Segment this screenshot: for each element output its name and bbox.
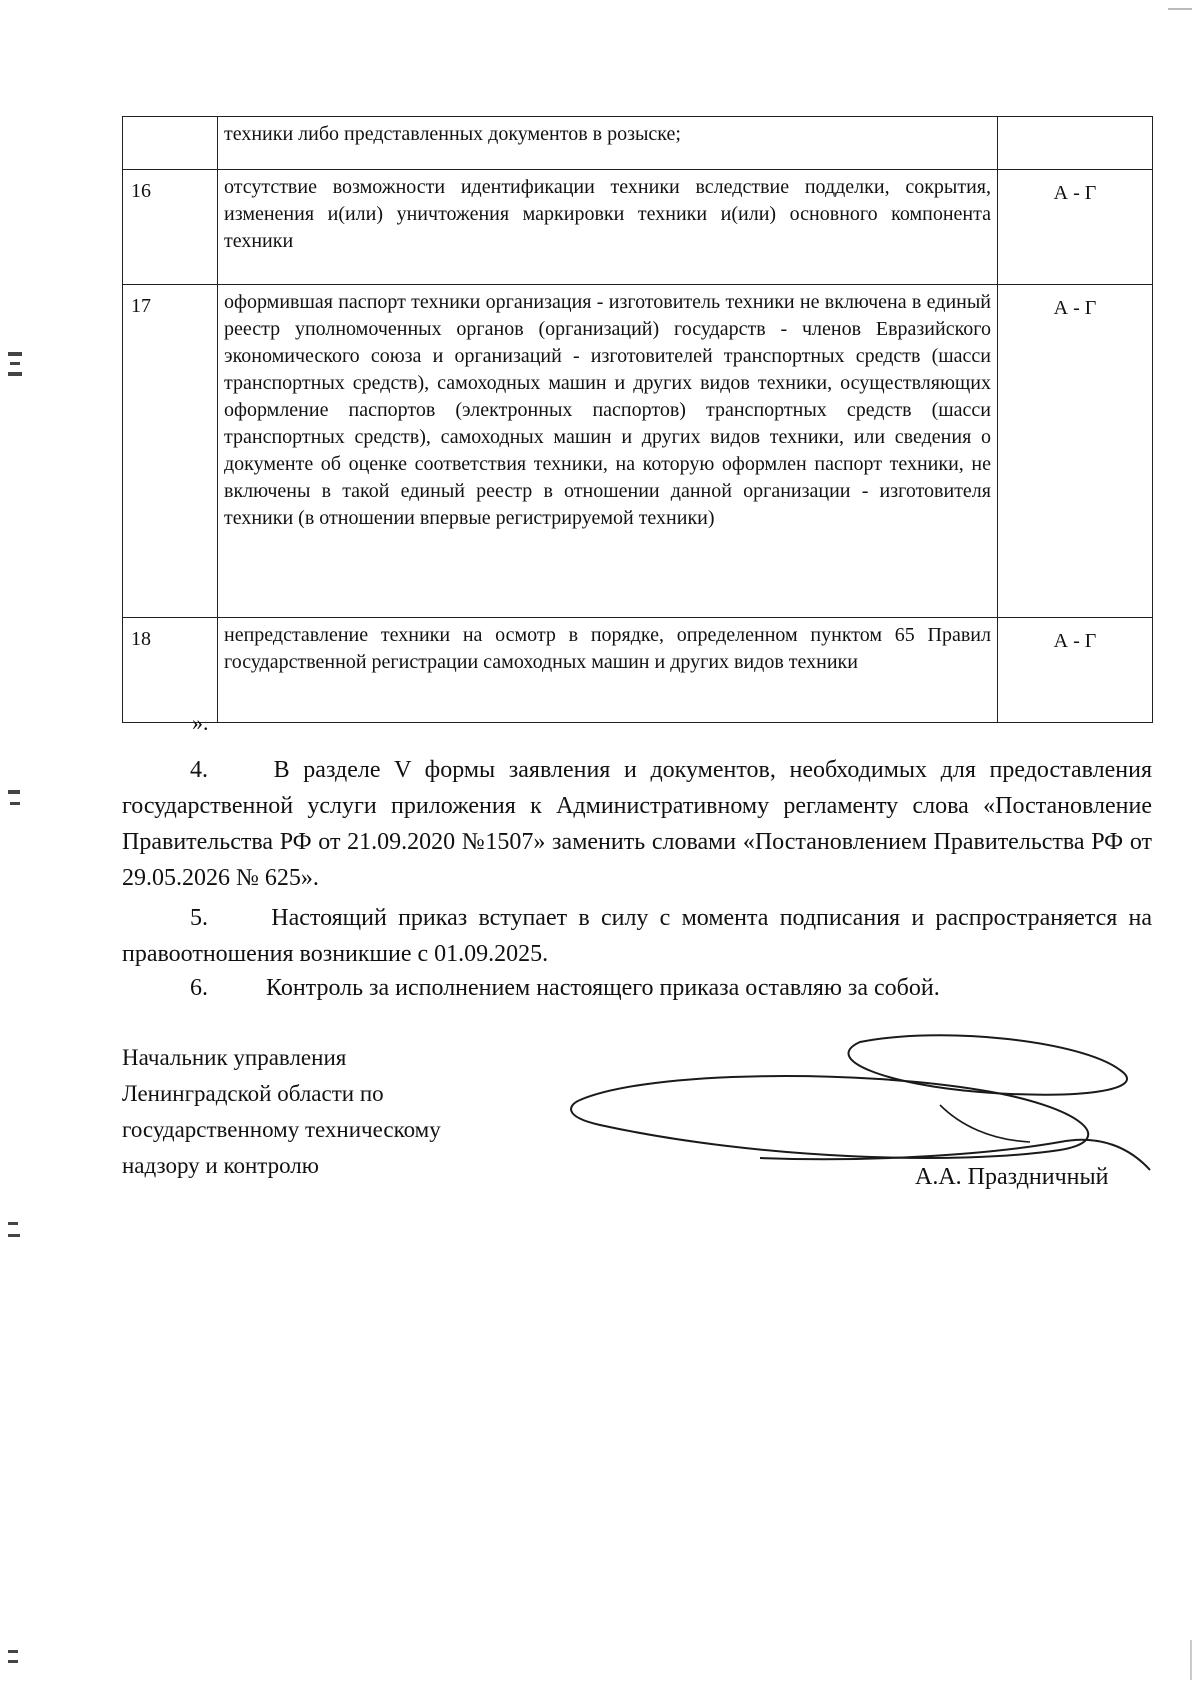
row-number: 18 [123, 618, 218, 723]
row-code [998, 117, 1153, 170]
row-number [123, 117, 218, 170]
signatory-title-line: Ленинградской области по [122, 1081, 384, 1106]
row-text: техники либо представленных документов в розыске; [218, 117, 998, 170]
row-number: 16 [123, 170, 218, 285]
paragraph-text: Настоящий приказ вступает в силу с момента подписания и распространяется на правоотношения возникшие с 01.09.2025. [122, 905, 1153, 967]
scan-speck [10, 362, 20, 365]
row-text: оформившая паспорт техники организация - изготовитель техники не включена в единый реестр уполномоченных органов (организаций) государств - членов Евразийского экономического союза и организаций - изготовителей транспортных средств (шасси транспортных средств), самоходных машин и других видов техники, осуществляющих оформление паспортов (электронных паспортов) транспортных средств (шасси транспортных средств), самоходных машин и других видов техники, или сведения о документе об оценке соответствия техники, на которую оформлен паспорт техники, не включены в такой единый реестр в отношении данной организации - изготовителя техники (в отношении впервые регистрируемой техники) [218, 285, 998, 618]
table-row [123, 170, 1153, 285]
signatory-name: А.А. Праздничный [915, 1164, 1109, 1190]
row-code: А - Г [998, 618, 1153, 723]
paragraph-5 [122, 900, 1152, 972]
paragraph-number: 5. [190, 905, 208, 931]
grounds-table [122, 116, 1153, 723]
row-code: А - Г [998, 285, 1153, 618]
scan-speck [8, 1234, 20, 1237]
signatory-title [122, 1040, 441, 1184]
row-text: отсутствие возможности идентификации техники вследствие подделки, сокрытия, изменения и(или) уничтожения маркировки техники и(или) основного компонента техники [218, 170, 998, 285]
table-row [123, 285, 1153, 618]
paragraph-4 [122, 752, 1152, 896]
table-row [123, 618, 1153, 723]
paragraph-number: 4. [190, 757, 208, 783]
row-number: 17 [123, 285, 218, 618]
paragraph-number: 6. [190, 975, 208, 1001]
scan-speck [8, 1660, 18, 1663]
scan-speck [8, 352, 22, 356]
scan-speck [8, 372, 22, 376]
scan-speck [8, 1222, 18, 1225]
table-row [123, 117, 1153, 170]
signatory-title-line: Начальник управления [122, 1045, 347, 1070]
scan-speck [1190, 1640, 1192, 1680]
row-text: непредставление техники на осмотр в порядке, определенном пунктом 65 Правил государственной регистрации самоходных машин и других видов техники [218, 618, 998, 723]
scan-speck [10, 802, 20, 805]
scan-speck [8, 1650, 18, 1653]
paragraph-text: Контроль за исполнением настоящего приказа оставляю за собой. [266, 975, 940, 1001]
signatory-title-line: государственному техническому [122, 1117, 441, 1142]
paragraph-text: В разделе V формы заявления и документов, необходимых для предоставления государственной услуги приложения к Административному регламенту слова «Постановление Правительства РФ от 21.09.2020 №1507» заменить словами «Постановлением Правительства РФ от 29.05.2026 № 625». [122, 757, 1152, 891]
signatory-title-line: надзору и контролю [122, 1153, 319, 1178]
paragraph-6 [122, 970, 1152, 1006]
scan-speck [1168, 8, 1192, 10]
row-code: А - Г [998, 170, 1153, 285]
closing-quote: ». [192, 710, 209, 735]
scan-speck [8, 790, 20, 794]
